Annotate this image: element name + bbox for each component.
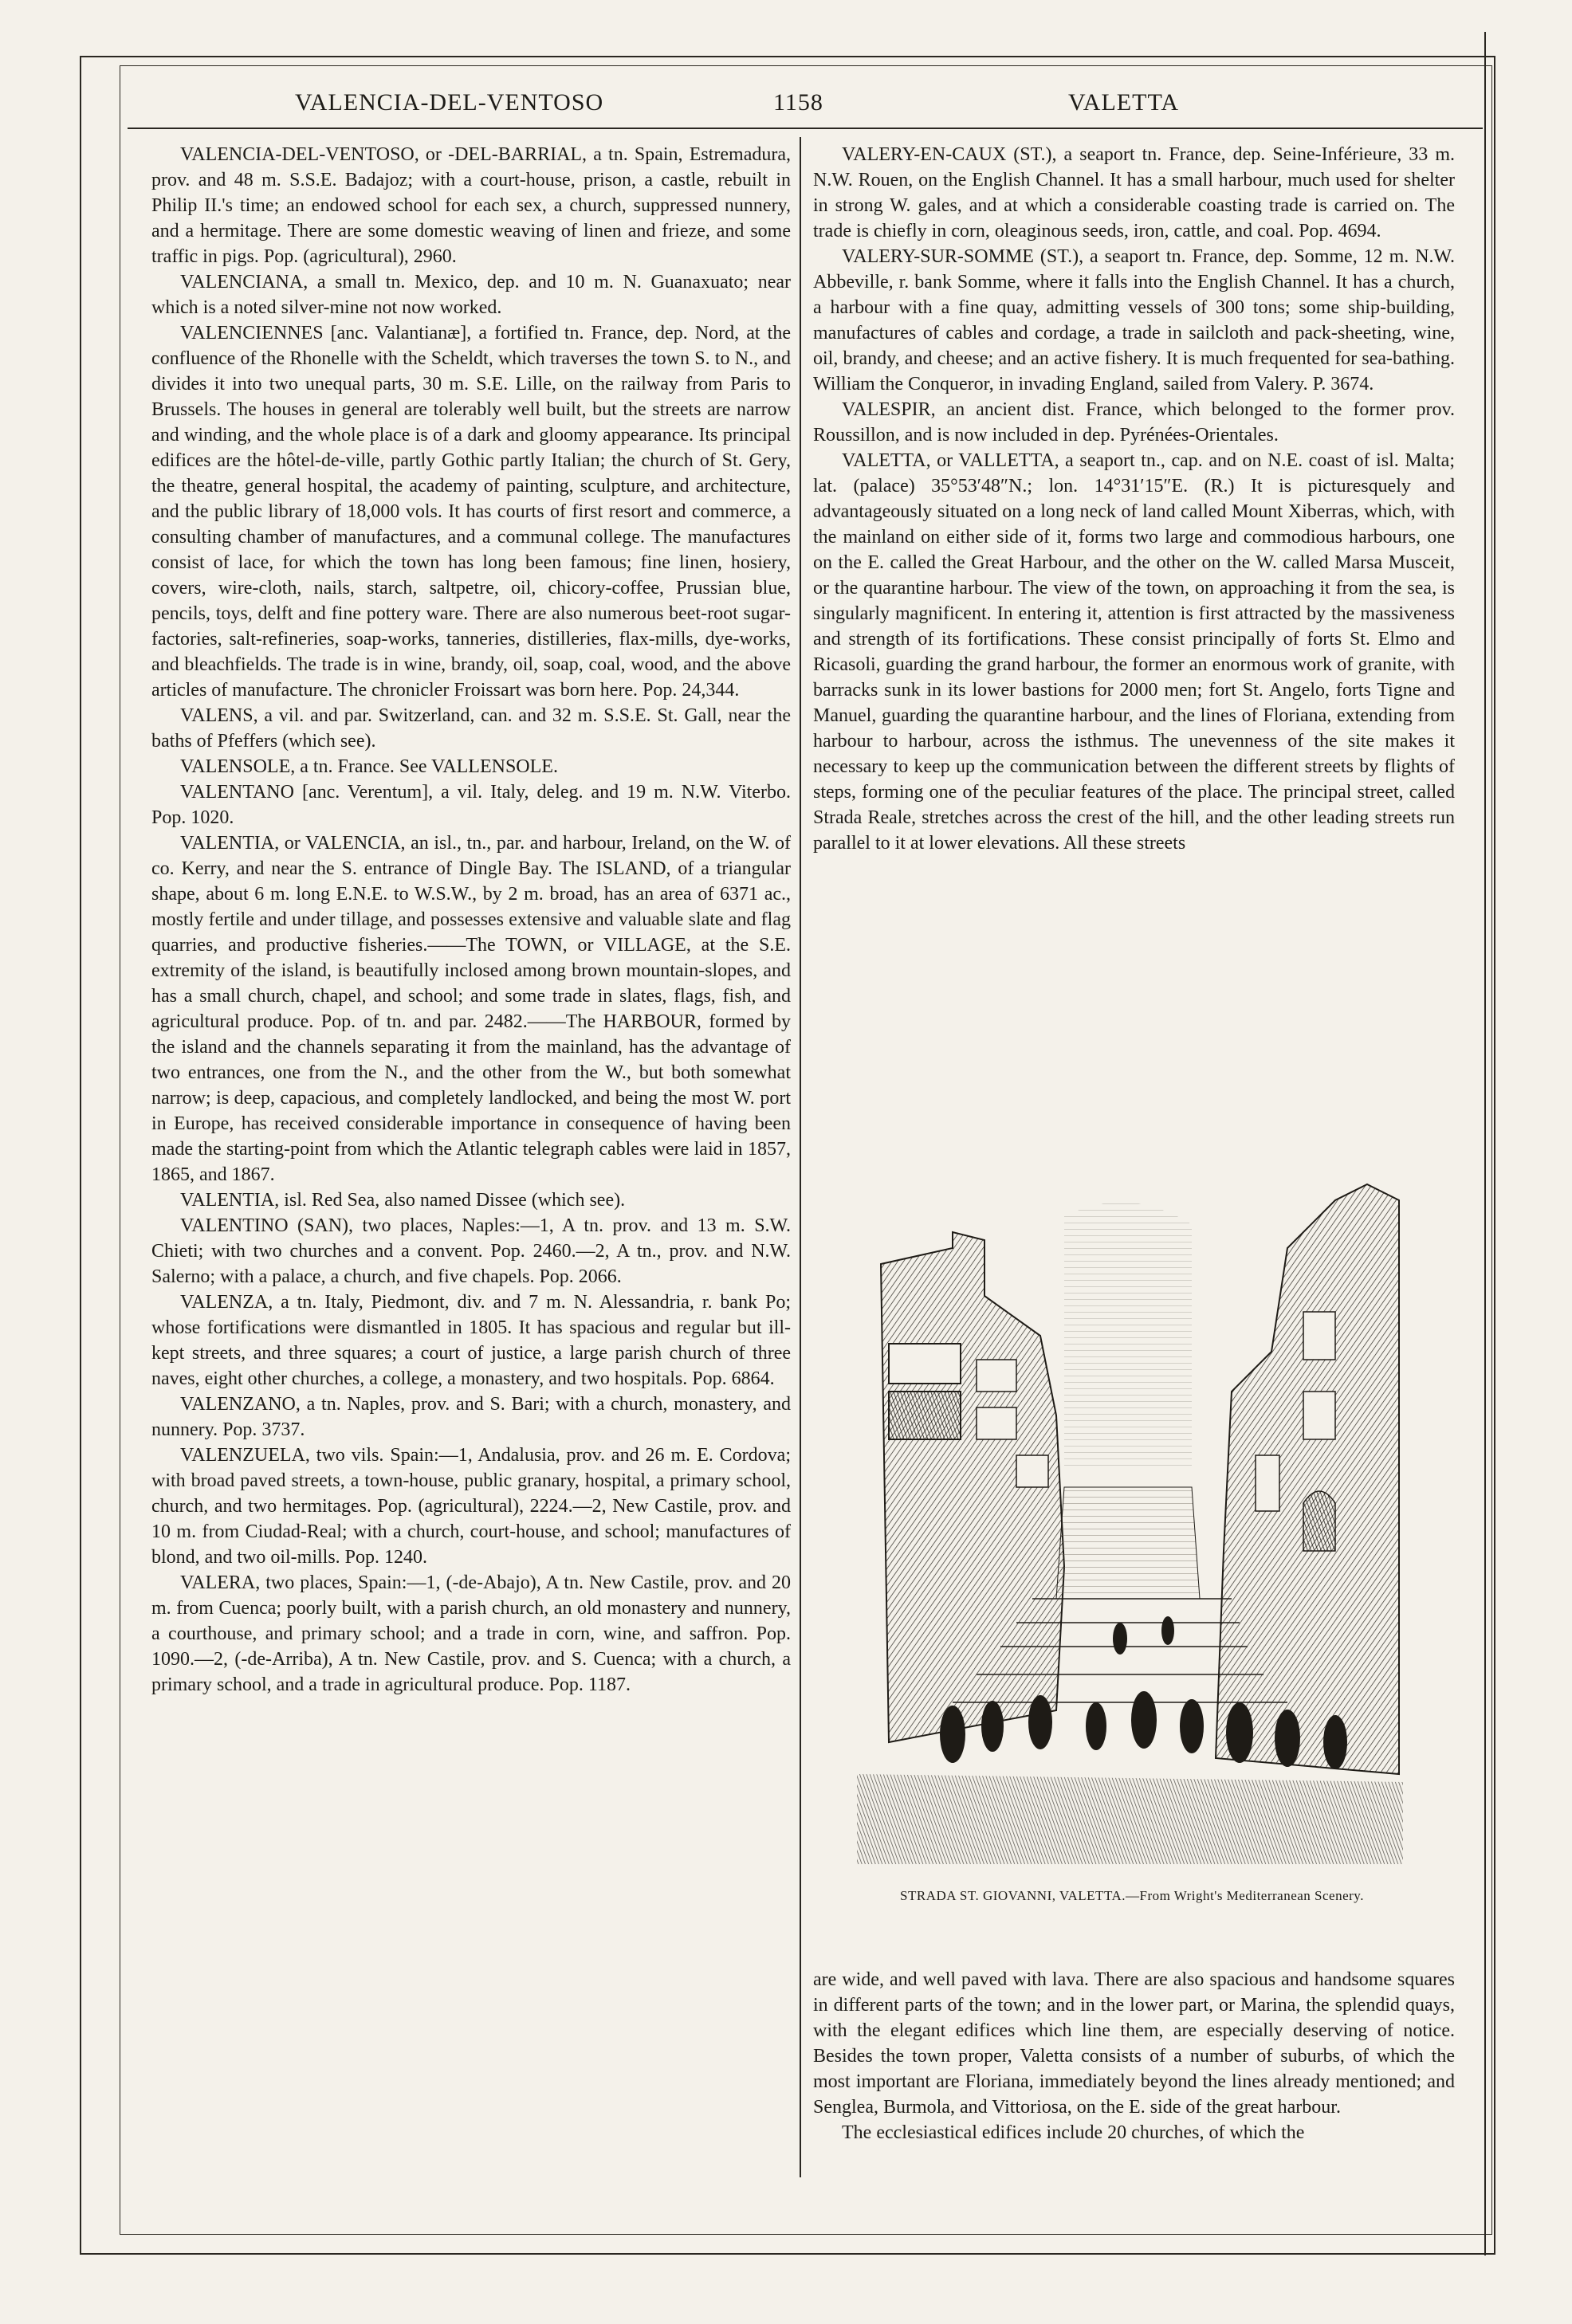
engraving-strada-st-giovanni bbox=[857, 1152, 1403, 1864]
entry-valetta: VALETTA, or VALLETTA, a seaport tn., cap. and on N.E. coast of isl. Malta; lat. (palace) 35°53′48″N.; lon. 14°31′15″E. (R.) It is picturesquely and advantageously situated on a long neck of land called Mount Xiberras, which, with the mainland on either side of it, forms two large and commodious harbours, one on the E. called the Great Harbour, and the other on the W. called Marsa Musceit, or the quarantine harbour. The view of the town, on approaching it from the sea, is singularly magnificent. In entering it, attention is first attracted by the massiveness and strength of its fortifications. These consist principally of forts St. Elmo and Ricasoli, guarding the grand harbour, the former an enormous work of granite, with barracks sunk in its lower bastions for 2000 men; fort St. Angelo, forts Tigne and Manuel, guarding the quarantine harbour, and the lines of Floriana, extending from harbour to harbour, across the isthmus. The unevenness of the site makes it necessary to keep up the communication between the different streets by flights of steps, forming one of the peculiar features of the place. The principal street, called Strada Reale, stretches across the crest of the hill, and the other leading streets run parallel to it at lower elevations. All these streets bbox=[813, 450, 1455, 854]
caption-source: —From Wright's Mediterranean Scenery. bbox=[1126, 1888, 1364, 1903]
entry-valensole: VALENSOLE, a tn. France. See VALLENSOLE. bbox=[180, 756, 558, 777]
header-left-guide-word: VALENCIA-DEL-VENTOSO bbox=[295, 89, 604, 116]
running-header bbox=[151, 89, 1467, 128]
right-column-bottom bbox=[813, 1967, 1455, 2145]
caption-title: STRADA ST. GIOVANNI, VALETTA. bbox=[900, 1888, 1126, 1903]
entry-valenciennes: VALENCIENNES [anc. Valantianæ], a fortified tn. France, dep. Nord, at the confluence of the Rhonelle with the Scheldt, which traverses the town S. to N., and divides it into two unequal parts, 30 m. S.E. Lille, on the railway from Paris to Brussels. The houses in general are tolerably well built, but the streets are narrow and winding, and the whole place is of a dark and gloomy appearance. Its principal edifices are the hôtel-de-ville, partly Gothic partly Italian; the church of St. Gery, the theatre, general hospital, the academy of painting, sculpture, and architecture, and the public library of 18,000 vols. It has courts of first resort and commerce, a consulting chamber of manufactures, and a communal college. The manufactures consist of lace, for which the town has long been famous; fine linen, hosiery, covers, wire-cloth, nails, starch, saltpetre, oil, chicory-coffee, Prussian blue, pencils, toys, delft and fine pottery ware. There are also numerous beet-root sugar-factories, salt-refineries, soap-works, tanneries, distilleries, flax-mills, dye-works, and bleachfields. The trade is in wine, brandy, oil, soap, coal, wood, and the above articles of manufacture. The chronicler Froissart was born here. Pop. 24,344. bbox=[151, 323, 791, 701]
entry-valenzuela: VALENZUELA, two vils. Spain:—1, Andalusia, prov. and 26 m. E. Cordova; with broad paved streets, a town-house, public granary, hospital, a primary school, church, and two hermitages. Pop. (agricultural), 2224.—2, New Castile, prov. and 10 m. from Ciudad-Real; with a church, court-house, and school; manufactures of blond, and two oil-mills. Pop. 1240. bbox=[151, 1445, 791, 1568]
entry-valentano: VALENTANO [anc. Verentum], a vil. Italy, deleg. and 19 m. N.W. Viterbo. Pop. 1020. bbox=[151, 782, 791, 828]
right-margin-rule bbox=[1484, 32, 1486, 2255]
entry-valery-en-caux: VALERY-EN-CAUX (ST.), a seaport tn. France, dep. Seine-Inférieure, 33 m. N.W. Rouen, on the English Channel. It has a small harbour, much used for shelter in strong W. gales, and at which a considerable coasting trade is carried on. The trade is chiefly in corn, oleaginous seeds, iron, cattle, and coal. Pop. 4694. bbox=[813, 144, 1455, 241]
left-column bbox=[151, 142, 791, 1698]
entry-valespir: VALESPIR, an ancient dist. France, which belonged to the former prov. Roussillon, and is now included in dep. Pyrénées-Orientales. bbox=[813, 399, 1455, 446]
entry-valery-sur-somme: VALERY-SUR-SOMME (ST.), a seaport tn. France, dep. Somme, 12 m. N.W. Abbeville, r. bank Somme, where it falls into the English Channel. It has a church, a harbour with a fine quay, admitting vessels of 300 tons; some ship-building, manufactures of cables and cordage, a trade in sailcloth and pack-sheeting, wine, oil, brandy, and cheese; and an active fishery. It is much frequented for sea-bathing. William the Conqueror, in invading England, sailed from Valery. P. 3674. bbox=[813, 246, 1455, 395]
entry-valentino: VALENTINO (SAN), two places, Naples:—1, A tn. prov. and 13 m. S.W. Chieti; with two churches and a convent. Pop. 2460.—2, A tn., prov. and N.W. Salerno; with a palace, a church, and five chapels. Pop. 2066. bbox=[151, 1215, 791, 1287]
entry-valetta-continued: are wide, and well paved with lava. There are also spacious and handsome squares in different parts of the town; and in the lower part, or Marina, the splendid quays, with the elegant edifices which line them, are especially deserving of notice. Besides the town proper, Valetta consists of a number of suburbs, of which the most important are Floriana, immediately beyond the lines already mentioned; and Senglea, Burmola, and Vittoriosa, on the E. side of the great harbour. bbox=[813, 1969, 1455, 2118]
column-divider bbox=[800, 137, 801, 2177]
entry-valens: VALENS, a vil. and par. Switzerland, can. and 32 m. S.S.E. St. Gall, near the baths of Pfeffers (which see). bbox=[151, 705, 791, 752]
page-number: 1158 bbox=[773, 89, 823, 116]
entry-valencia-del-ventoso: VALENCIA-DEL-VENTOSO, or -DEL-BARRIAL, a tn. Spain, Estremadura, prov. and 48 m. S.S.E. Badajoz; with a court-house, prison, a castle, rebuilt in Philip II.'s time; an endowed school for each sex, a church, suppressed nunnery, and a hermitage. There are some domestic weaving of linen and frieze, and some traffic in pigs. Pop. (agricultural), 2960. bbox=[151, 144, 791, 267]
entry-valenciana: VALENCIANA, a small tn. Mexico, dep. and 10 m. N. Guanaxuato; near which is a noted silver-mine not now worked. bbox=[151, 272, 791, 318]
entry-valenzano: VALENZANO, a tn. Naples, prov. and S. Bari; with a church, monastery, and nunnery. Pop. 3737. bbox=[151, 1394, 791, 1440]
header-right-guide-word: VALETTA bbox=[1068, 89, 1180, 116]
right-column-top bbox=[813, 142, 1455, 856]
entry-valetta-ecclesiastical: The ecclesiastical edifices include 20 churches, of which the bbox=[842, 2122, 1305, 2143]
entry-valentia-ireland: VALENTIA, or VALENCIA, an isl., tn., par. and harbour, Ireland, on the W. of co. Kerry, and near the S. entrance of Dingle Bay. The ISLAND, of a triangular shape, about 6 m. long E.N.E. to W.S.W., by 2 m. broad, has an area of 6371 ac., mostly fertile and under tillage, and possesses extensive and valuable slate and flag quarries, and productive fisheries.——The TOWN, or VILLAGE, at the S.E. extremity of the island, is beautifully inclosed among brown mountain-slopes, and has a small church, chapel, and school; and some trade in slates, flags, fish, and agricultural produce. Pop. of tn. and par. 2482.——The HARBOUR, formed by the island and the channels separating it from the mainland, has the advantage of two entrances, one from the N., and the other from the W., but both somewhat narrow; is deep, capacious, and completely landlocked, and being the most W. port in Europe, has received considerable importance in consequence of having been made the starting-point from which the Atlantic telegraph cables were laid in 1857, 1865, and 1867. bbox=[151, 833, 791, 1185]
header-rule bbox=[128, 128, 1483, 129]
entry-valera: VALERA, two places, Spain:—1, (-de-Abajo), A tn. New Castile, prov. and 20 m. from Cuenca; poorly built, with a parish church, an old monastery and nunnery, a courthouse, and primary school; and a trade in corn, wine, and saffron. Pop. 1090.—2, (-de-Arriba), A tn. New Castile, prov. and S. Cuenca; with a church, a primary school, and a trade in agricultural produce. Pop. 1187. bbox=[151, 1572, 791, 1695]
engraving-caption bbox=[813, 1887, 1451, 1905]
entry-valentia-red-sea: VALENTIA, isl. Red Sea, also named Dissee (which see). bbox=[180, 1190, 626, 1211]
entry-valenza: VALENZA, a tn. Italy, Piedmont, div. and 7 m. N. Alessandria, r. bank Po; whose fortifications were dismantled in 1805. It has spacious and regular but ill-kept streets, and three squares; a court of justice, a large parish church of three naves, eight other churches, a college, a monastery, and two hospitals. Pop. 6864. bbox=[151, 1292, 791, 1389]
